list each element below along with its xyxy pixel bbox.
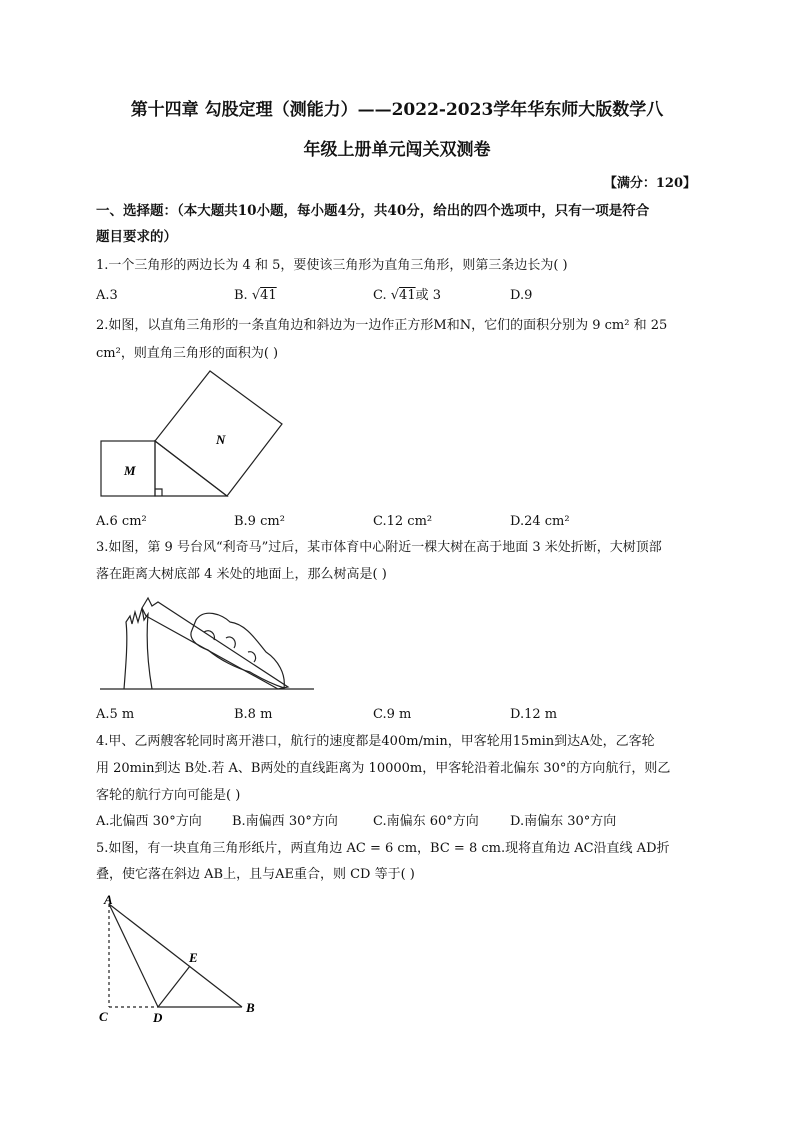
q4-option-b: B.南偏西 30°方向 xyxy=(232,814,338,829)
q2-option-c: C.12 cm² xyxy=(373,514,433,529)
q1-option-c xyxy=(373,288,441,304)
q4-option-d: D.南偏东 30°方向 xyxy=(510,814,617,829)
tree-foliage xyxy=(191,613,284,688)
label-m: M xyxy=(124,463,136,478)
segment-de xyxy=(158,966,190,1007)
q1-option-c-suffix: 或 3 xyxy=(415,288,441,303)
sqrt-icon: √ xyxy=(251,288,261,303)
section1-heading-line2: 题目要求的） xyxy=(96,229,177,245)
q5-figure-folded-triangle xyxy=(96,892,266,1024)
right-angle-mark xyxy=(155,489,162,496)
label-e: E xyxy=(189,950,198,965)
q2-option-a: A.6 cm² xyxy=(96,514,147,529)
q1-option-b-radicand: 41 xyxy=(260,288,277,303)
section1-heading-line1: 一、选择题：（本大题共10小题，每小题4分，共40分，给出的四个选项中，只有一项是符合 xyxy=(96,203,650,219)
q1-option-b-prefix: B. xyxy=(234,288,252,303)
title-line-2: 年级上册单元闯关双测卷 xyxy=(303,140,491,160)
label-a: A xyxy=(104,892,113,907)
q2-option-d: D.24 cm² xyxy=(510,514,570,529)
q3-option-d: D.12 m xyxy=(510,707,558,722)
q4-option-c: C.南偏东 60°方向 xyxy=(373,814,479,829)
q4-stem-line2: 用 20min到达 B处.若 A、B两处的直线距离为 10000m，甲客轮沿着北偏东 30°的方向航行，则乙 xyxy=(96,761,671,776)
sqrt-icon: √ xyxy=(390,288,400,303)
tree-trunk xyxy=(124,608,152,689)
fallen-treetop xyxy=(142,598,288,689)
q3-option-a: A.5 m xyxy=(96,707,135,722)
q1-option-d: D.9 xyxy=(510,288,533,303)
q2-option-b: B.9 cm² xyxy=(234,514,285,529)
q3-figure-broken-tree xyxy=(96,594,318,694)
q1-option-b xyxy=(234,288,277,304)
hypotenuse-ab xyxy=(109,904,242,1007)
q1-stem: 1.一个三角形的两边长为 4 和 5，要使该三角形为直角三角形，则第三条边长为( ) xyxy=(96,258,568,273)
q4-stem-line3: 客轮的航行方向可能是( ) xyxy=(96,788,241,803)
q5-stem-line1: 5.如图，有一块直角三角形纸片，两直角边 AC = 6 cm，BC = 8 cm.现将直角边 AC沿直线 AD折 xyxy=(96,841,670,856)
q3-stem-line1: 3.如图，第 9 号台风“利奇马”过后，某市体育中心附近一棵大树在高于地面 3 米处折断，大树顶部 xyxy=(96,540,662,555)
q3-stem-line2: 落在距离大树底部 4 米处的地面上，那么树高是( ) xyxy=(96,567,387,582)
q1-option-c-prefix: C. xyxy=(373,288,391,303)
title-line-1: 第十四章 勾股定理（测能力）——2022-2023学年华东师大版数学八 xyxy=(130,100,664,120)
full-score: 【满分：120】 xyxy=(603,176,696,191)
label-n: N xyxy=(216,432,226,447)
q2-figure-squares xyxy=(96,368,286,503)
q3-option-c: C.9 m xyxy=(373,707,412,722)
q3-option-b: B.8 m xyxy=(234,707,273,722)
label-b: B xyxy=(246,1000,255,1015)
fold-line-ad xyxy=(109,904,158,1007)
q4-option-a: A.北偏西 30°方向 xyxy=(96,814,202,829)
label-d: D xyxy=(153,1010,163,1024)
right-triangle xyxy=(155,441,227,496)
q2-stem-line2: cm²，则直角三角形的面积为( ) xyxy=(96,346,279,361)
q1-option-c-radicand: 41 xyxy=(399,288,416,303)
q2-stem-line1: 2.如图，以直角三角形的一条直角边和斜边为一边作正方形M和N，它们的面积分别为 9 cm² 和 25 xyxy=(96,318,668,333)
q1-option-a: A.3 xyxy=(96,288,118,303)
foliage-detail xyxy=(204,631,256,662)
label-c: C xyxy=(99,1009,108,1024)
q4-stem-line1: 4.甲、乙两艘客轮同时离开港口，航行的速度都是400m/min，甲客轮用15min到达A处，乙客轮 xyxy=(96,734,655,749)
q5-stem-line2: 叠，使它落在斜边 AB上，且与AE重合，则 CD 等于( ) xyxy=(96,867,415,882)
